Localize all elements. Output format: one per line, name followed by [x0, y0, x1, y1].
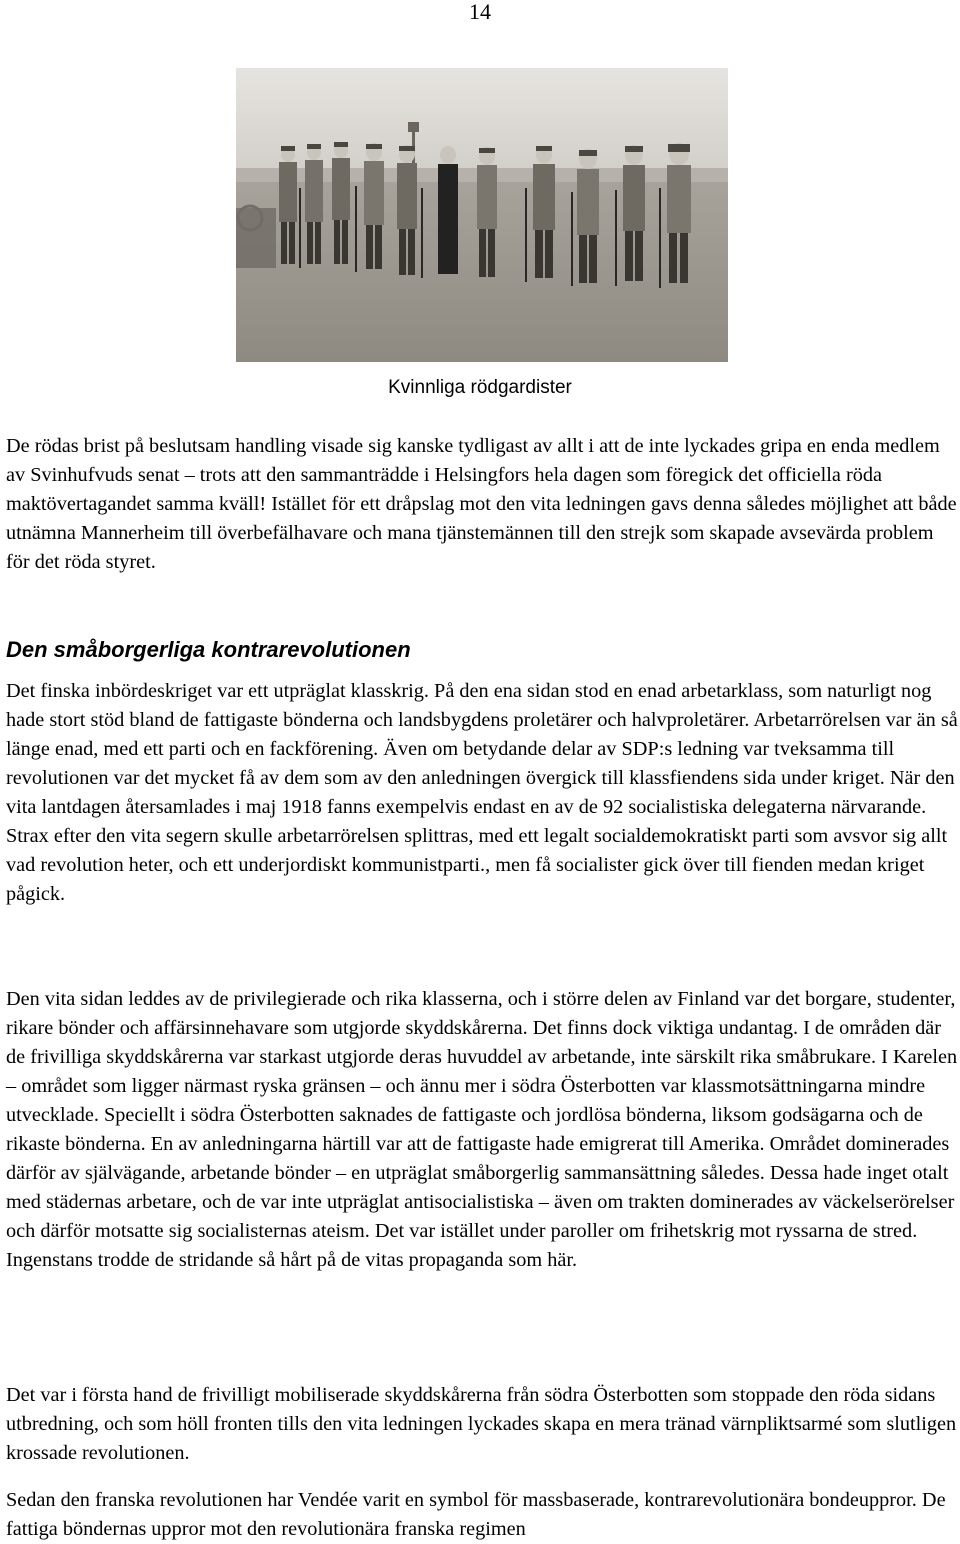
photograph-women-red-guards: [236, 68, 728, 362]
section-heading: Den småborgerliga kontrarevolutionen: [6, 637, 411, 662]
page-number: 14: [469, 0, 491, 24]
figure-caption: Kvinnliga rödgardister: [388, 377, 572, 398]
paragraph-3: Den vita sidan leddes av de privilegierade och rika klasserna, och i större delen av Finland var det borgare, studenter, rikare bönder och affärsinnehavare som utgjorde skyddskårerna. Det finns dock viktiga undantag. I de områden där de frivilliga skyddskårerna var starkast utgjorde deras huvuddel av arbetande, inte särskilt rika småbrukare. I Karelen – området som ligger närmast ryska gränsen – och ännu mer i södra Österbotten var klassmotsättningarna mindre utvecklade. Speciellt i södra Österbotten saknades de fattigaste och jordlösa bönderna, liksom godsägarna och de rikaste bönderna. En av anledningarna härtill var att de fattigaste hade emigrerat till Amerika. Området dominerades därför av självägande, arbetande bönder – en utpräglat småborgerlig sammansättning således. Dessa hade inget otalt med städernas arbetare, och de var inte utpräglat antisocialistiska – även om trakten dominerades av väckelserörelser och därför motsatte sig socialisternas ateism. Det var istället under paroller om frihetskrig mot ryssarna de stred. Ingenstans trodde de stridande så hårt på de vitas propaganda som här.: [6, 988, 958, 1271]
paragraph-4: Det var i första hand de frivilligt mobiliserade skyddskårerna från södra Österbotten som stoppade den röda sidans utbredning, och som höll fronten tills den vita ledningen lyckades skapa en mera tränad värnpliktsarmé som slutligen krossade revolutionen.: [6, 1384, 957, 1464]
paragraph-5: Sedan den franska revolutionen har Vendée varit en symbol för massbaserade, kontrarevolutionära bondeuppror. De fattiga böndernas uppror mot den revolutionära franska regimen: [6, 1489, 946, 1540]
paragraph-2: Det finska inbördeskriget var ett utpräglat klasskrig. På den ena sidan stod en enad arbetarklass, som naturligt nog hade stort stöd bland de fattigaste bönderna och landsbygdens proletärer och halvproletärer. Arbetarrörelsen var än så länge enad, med ett parti och en fackförening. Även om betydande delar av SDP:s ledning var tveksamma till revolutionen var det mycket få av dem som av den anledningen övergick till klassfiendens sida under kriget. När den vita lantdagen återsamlades i maj 1918 fanns exempelvis endast en av de 92 socialistiska delegaterna närvarande. Strax efter den vita segern skulle arbetarrörelsen splittras, med ett legalt socialdemokratiskt parti som avsvor sig allt vad revolution heter, och ett underjordiskt kommunistparti., men få socialister gick över till fienden medan kriget pågick.: [6, 680, 958, 905]
paragraph-1: De rödas brist på beslutsam handling visade sig kanske tydligast av allt i att de inte lyckades gripa en enda medlem av Svinhufvuds senat – trots att den sammanträdde i Helsingfors hela dagen som föregick det officiella röda maktövertagandet samma kväll! Istället för ett dråpslag mot den vita ledningen gavs denna således möjlighet att både utnämna Mannerheim till överbefälhavare och mana tjänstemännen till den strejk som skapade avsevärda problem för det röda styret.: [6, 435, 957, 573]
